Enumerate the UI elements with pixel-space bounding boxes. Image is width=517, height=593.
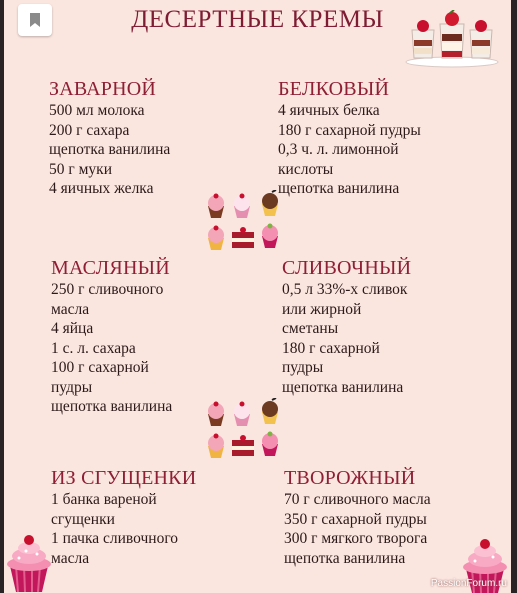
ingredient-line: 1 банка вареной <box>51 491 157 508</box>
ingredient-line: щепотка ванилина <box>284 549 406 567</box>
recipe-heading: БЕЛКОВЫЙ <box>278 78 390 100</box>
ingredient-line: щепотка ванилина <box>51 398 173 415</box>
recipe-heading: МАСЛЯНЫЙ <box>51 257 170 279</box>
ingredient-line: 100 г сахарной <box>51 359 149 376</box>
ingredient-line: 70 г сливочного масла <box>284 491 431 508</box>
ingredient-line: 1 пачка сливочного <box>51 530 179 547</box>
page-title: ДЕСЕРТНЫЕ КРЕМЫ <box>131 6 384 33</box>
watermark: PassionForum.ru <box>430 578 507 589</box>
recipe-iz-sgushchenki <box>51 467 271 568</box>
recipe-zavarnoy <box>49 78 269 199</box>
recipe-card <box>4 0 511 593</box>
ingredient-line: 300 г мягкого творога <box>284 530 428 547</box>
ingredient-line: 180 г сахарной <box>282 339 380 357</box>
recipe-heading: ЗАВАРНОЙ <box>49 78 157 100</box>
ingredient-line: кислоты <box>278 160 334 178</box>
ingredient-line: 1 с. л. сахара <box>51 339 136 357</box>
ingredient-line: 4 яичных желка <box>49 180 154 197</box>
ingredient-line: 4 яичных белка <box>278 102 380 119</box>
ingredient-line: 180 г сахарной пудры <box>278 121 421 139</box>
recipe-maslyany <box>51 257 271 417</box>
recipe-slivochny <box>282 257 502 397</box>
ingredient-line: масла <box>51 549 90 567</box>
dessert-glasses-illustration <box>404 10 500 68</box>
ingredient-line: пудры <box>51 378 93 396</box>
cupcake-cluster-icon <box>202 398 286 464</box>
ingredient-line: пудры <box>282 359 324 376</box>
ingredient-line: 250 г сливочного <box>51 281 164 298</box>
ingredient-line: щепотка ванилина <box>278 180 400 197</box>
ingredient-line: 350 г сахарной пудры <box>284 510 427 528</box>
recipe-belkovy <box>278 78 498 199</box>
ingredient-line: масла <box>51 300 90 318</box>
ingredient-line: или жирной <box>282 300 362 318</box>
ingredient-line: щепотка ванилина <box>49 141 171 158</box>
ingredient-line: щепотка ванилина <box>282 378 404 396</box>
recipe-heading: СЛИВОЧНЫЙ <box>282 257 412 279</box>
ingredient-line: 4 яйца <box>51 320 94 337</box>
ingredient-line: 200 г сахара <box>49 121 130 139</box>
ingredient-line: сметаны <box>282 320 339 337</box>
ingredient-line: 0,3 ч. л. лимонной <box>278 141 399 158</box>
recipe-heading: ТВОРОЖНЫЙ <box>284 467 416 489</box>
ingredient-line: 0,5 л 33%-х сливок <box>282 281 408 298</box>
ingredient-line: сгущенки <box>51 510 115 528</box>
cupcake-icon <box>4 532 54 593</box>
recipe-heading: ИЗ СГУЩЕНКИ <box>51 467 197 489</box>
ingredient-line: 50 г муки <box>49 160 112 178</box>
ingredient-line: 500 мл молока <box>49 102 145 119</box>
cupcake-cluster-icon <box>202 190 286 256</box>
